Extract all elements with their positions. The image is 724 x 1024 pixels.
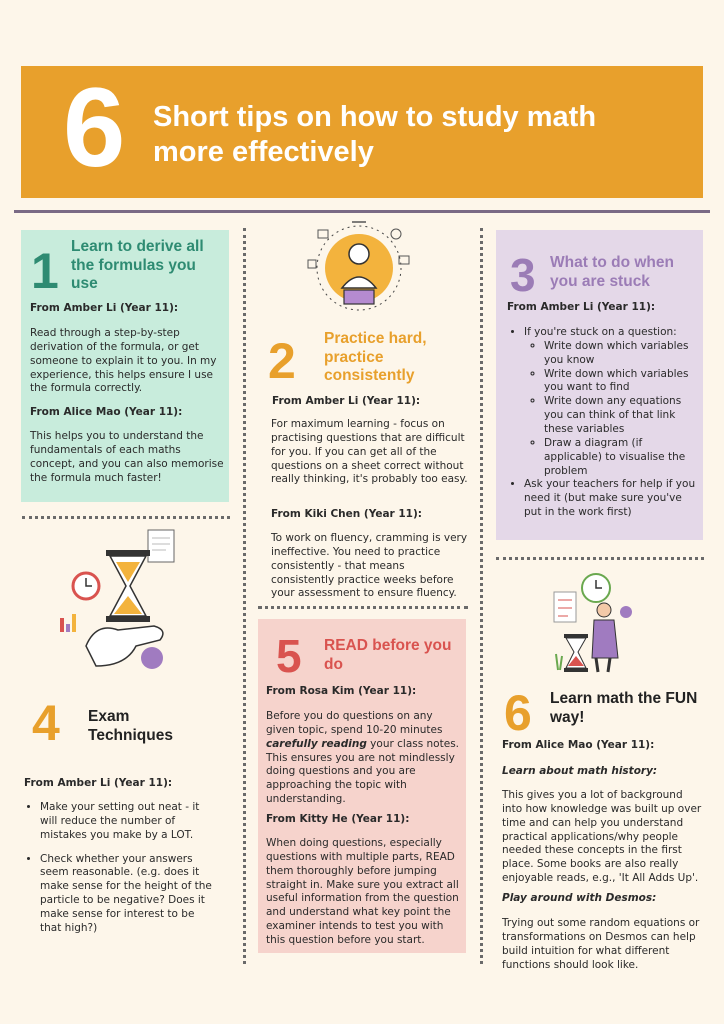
tip-2-text-1: For maximum learning - focus on practising questions that are difficult for you. If you can get all of the questions on a sheet correct without really thinking, it's probably too easy.: [271, 418, 468, 486]
page-title: Short tips on how to study math more effectively: [153, 101, 597, 168]
tip-5-text-2: When doing questions, especially questions with multiple parts, READ them thoroughly before jumping straight in. Make sure you extract all useful information from the question and understand what key point the examiner intends to test you with this question before you start.: [266, 837, 459, 947]
tip-1-text-1: Read through a step-by-step derivation of the formula, or get someone to explain it to you. In my experience, this helps ensure I use the formula correctly.: [30, 327, 217, 395]
tip-5-card: [258, 619, 466, 953]
tip-4-item: • Check whether your answers seem reasonable. (e.g. does it make sense for the height of the particle to be negative? Does it make sense for interest to be that high?): [40, 853, 218, 936]
row-divider-left: [22, 516, 230, 519]
tip-5-author-1: From Rosa Kim (Year 11):: [266, 685, 417, 697]
title-banner: [21, 66, 703, 198]
tip-5-text-1-pre: Before you do questions on any given topic, spend 10-20 minutes: [266, 710, 443, 736]
tip-2-author-1: From Amber Li (Year 11):: [272, 395, 421, 407]
tip-4-author: From Amber Li (Year 11):: [24, 777, 173, 789]
tip-6-subheading-2: Play around with Desmos:: [502, 892, 657, 904]
tip-1-card: [21, 230, 229, 502]
tip-3-card: [496, 230, 703, 540]
header-divider: [14, 210, 710, 213]
tip-4-title: Exam Techniques: [88, 708, 173, 744]
tip-5-text-1-post: your class notes. This ensures you are not mindlessly doing questions and you are approaching the topic with understanding.: [266, 737, 459, 806]
row-divider-right: [496, 557, 704, 560]
tip-1-text-2: This helps you to understand the fundamentals of each maths concept, and you can also memorise the formula much faster!: [30, 430, 224, 484]
tip-3-subitem: ◦ Write down which variables you know: [544, 340, 698, 368]
tip-2-author-2: From Kiki Chen (Year 11):: [271, 508, 422, 520]
tip-3-subitem: ◦ Draw a diagram (if applicable) to visualise the problem: [544, 437, 698, 479]
tip-6-text-2: Trying out some random equations or transformations on Desmos can help build intuition for what different functions should look like.: [502, 917, 700, 971]
tip-5-author-2: From Kitty He (Year 11):: [266, 813, 410, 825]
tip-6-number: 6: [504, 685, 532, 741]
tip-1-author-2: From Alice Mao (Year 11):: [30, 406, 183, 418]
tip-3-item-1: If you're stuck on a question:: [524, 326, 677, 338]
tip-1-author-1: From Amber Li (Year 11):: [30, 302, 179, 314]
tip-2-title: Practice hard, practice consistently: [324, 330, 427, 385]
hourglass-hand-illustration-icon: [56, 526, 180, 676]
column-divider-left: [243, 228, 246, 964]
row-divider-middle: [258, 606, 468, 609]
tip-5-number: 5: [276, 630, 302, 682]
column-divider-right: [480, 228, 483, 964]
tip-4-item: • Make your setting out neat - it will reduce the number of mistakes you make by a LOT.: [40, 801, 218, 843]
tip-3-author: From Amber Li (Year 11):: [507, 301, 656, 313]
tip-3-item-2: • Ask your teachers for help if you need it (but make sure you've put in the work first): [524, 478, 698, 520]
tip-4-list: [22, 801, 218, 936]
tip-5-title: READ before you do: [324, 637, 452, 673]
tip-2-number: 2: [268, 333, 296, 389]
tip-1-number: 1: [31, 243, 59, 299]
tip-6-author: From Alice Mao (Year 11):: [502, 739, 655, 751]
tip-3-subitem: ◦ Write down any equations you can think of that link these variables: [544, 395, 698, 437]
banner-number: 6: [63, 65, 126, 190]
manager-illustration-icon: [304, 218, 414, 318]
tip-3-title: What to do when you are stuck: [550, 254, 674, 290]
tip-6-title: Learn math the FUN way!: [550, 690, 698, 726]
tip-5-text-1-emphasis: carefully reading: [266, 737, 367, 750]
tip-2-text-2: To work on fluency, cramming is very ineffective. You need to practice consistently - that means consistently practice weeks before your assessment to ensure fluency.: [271, 532, 468, 600]
tip-5-text-1: [266, 710, 460, 807]
thinking-person-hourglass-illustration-icon: [552, 570, 642, 674]
tip-1-title: Learn to derive all the formulas you use: [71, 238, 204, 293]
tip-3-subitem: ◦ Write down which variables you want to find: [544, 368, 698, 396]
tip-6-text-1: This gives you a lot of background into how knowledge was built up over time and can help you understand practical applications/why people needed these concepts in the first place. Some books are also really enjoyable reads, e.g., 'It All Adds Up'.: [502, 789, 702, 885]
tip-3-number: 3: [510, 249, 536, 301]
tip-3-list: [506, 326, 698, 520]
tip-4-number: 4: [32, 695, 60, 751]
tip-6-subheading-1: Learn about math history:: [502, 765, 658, 777]
